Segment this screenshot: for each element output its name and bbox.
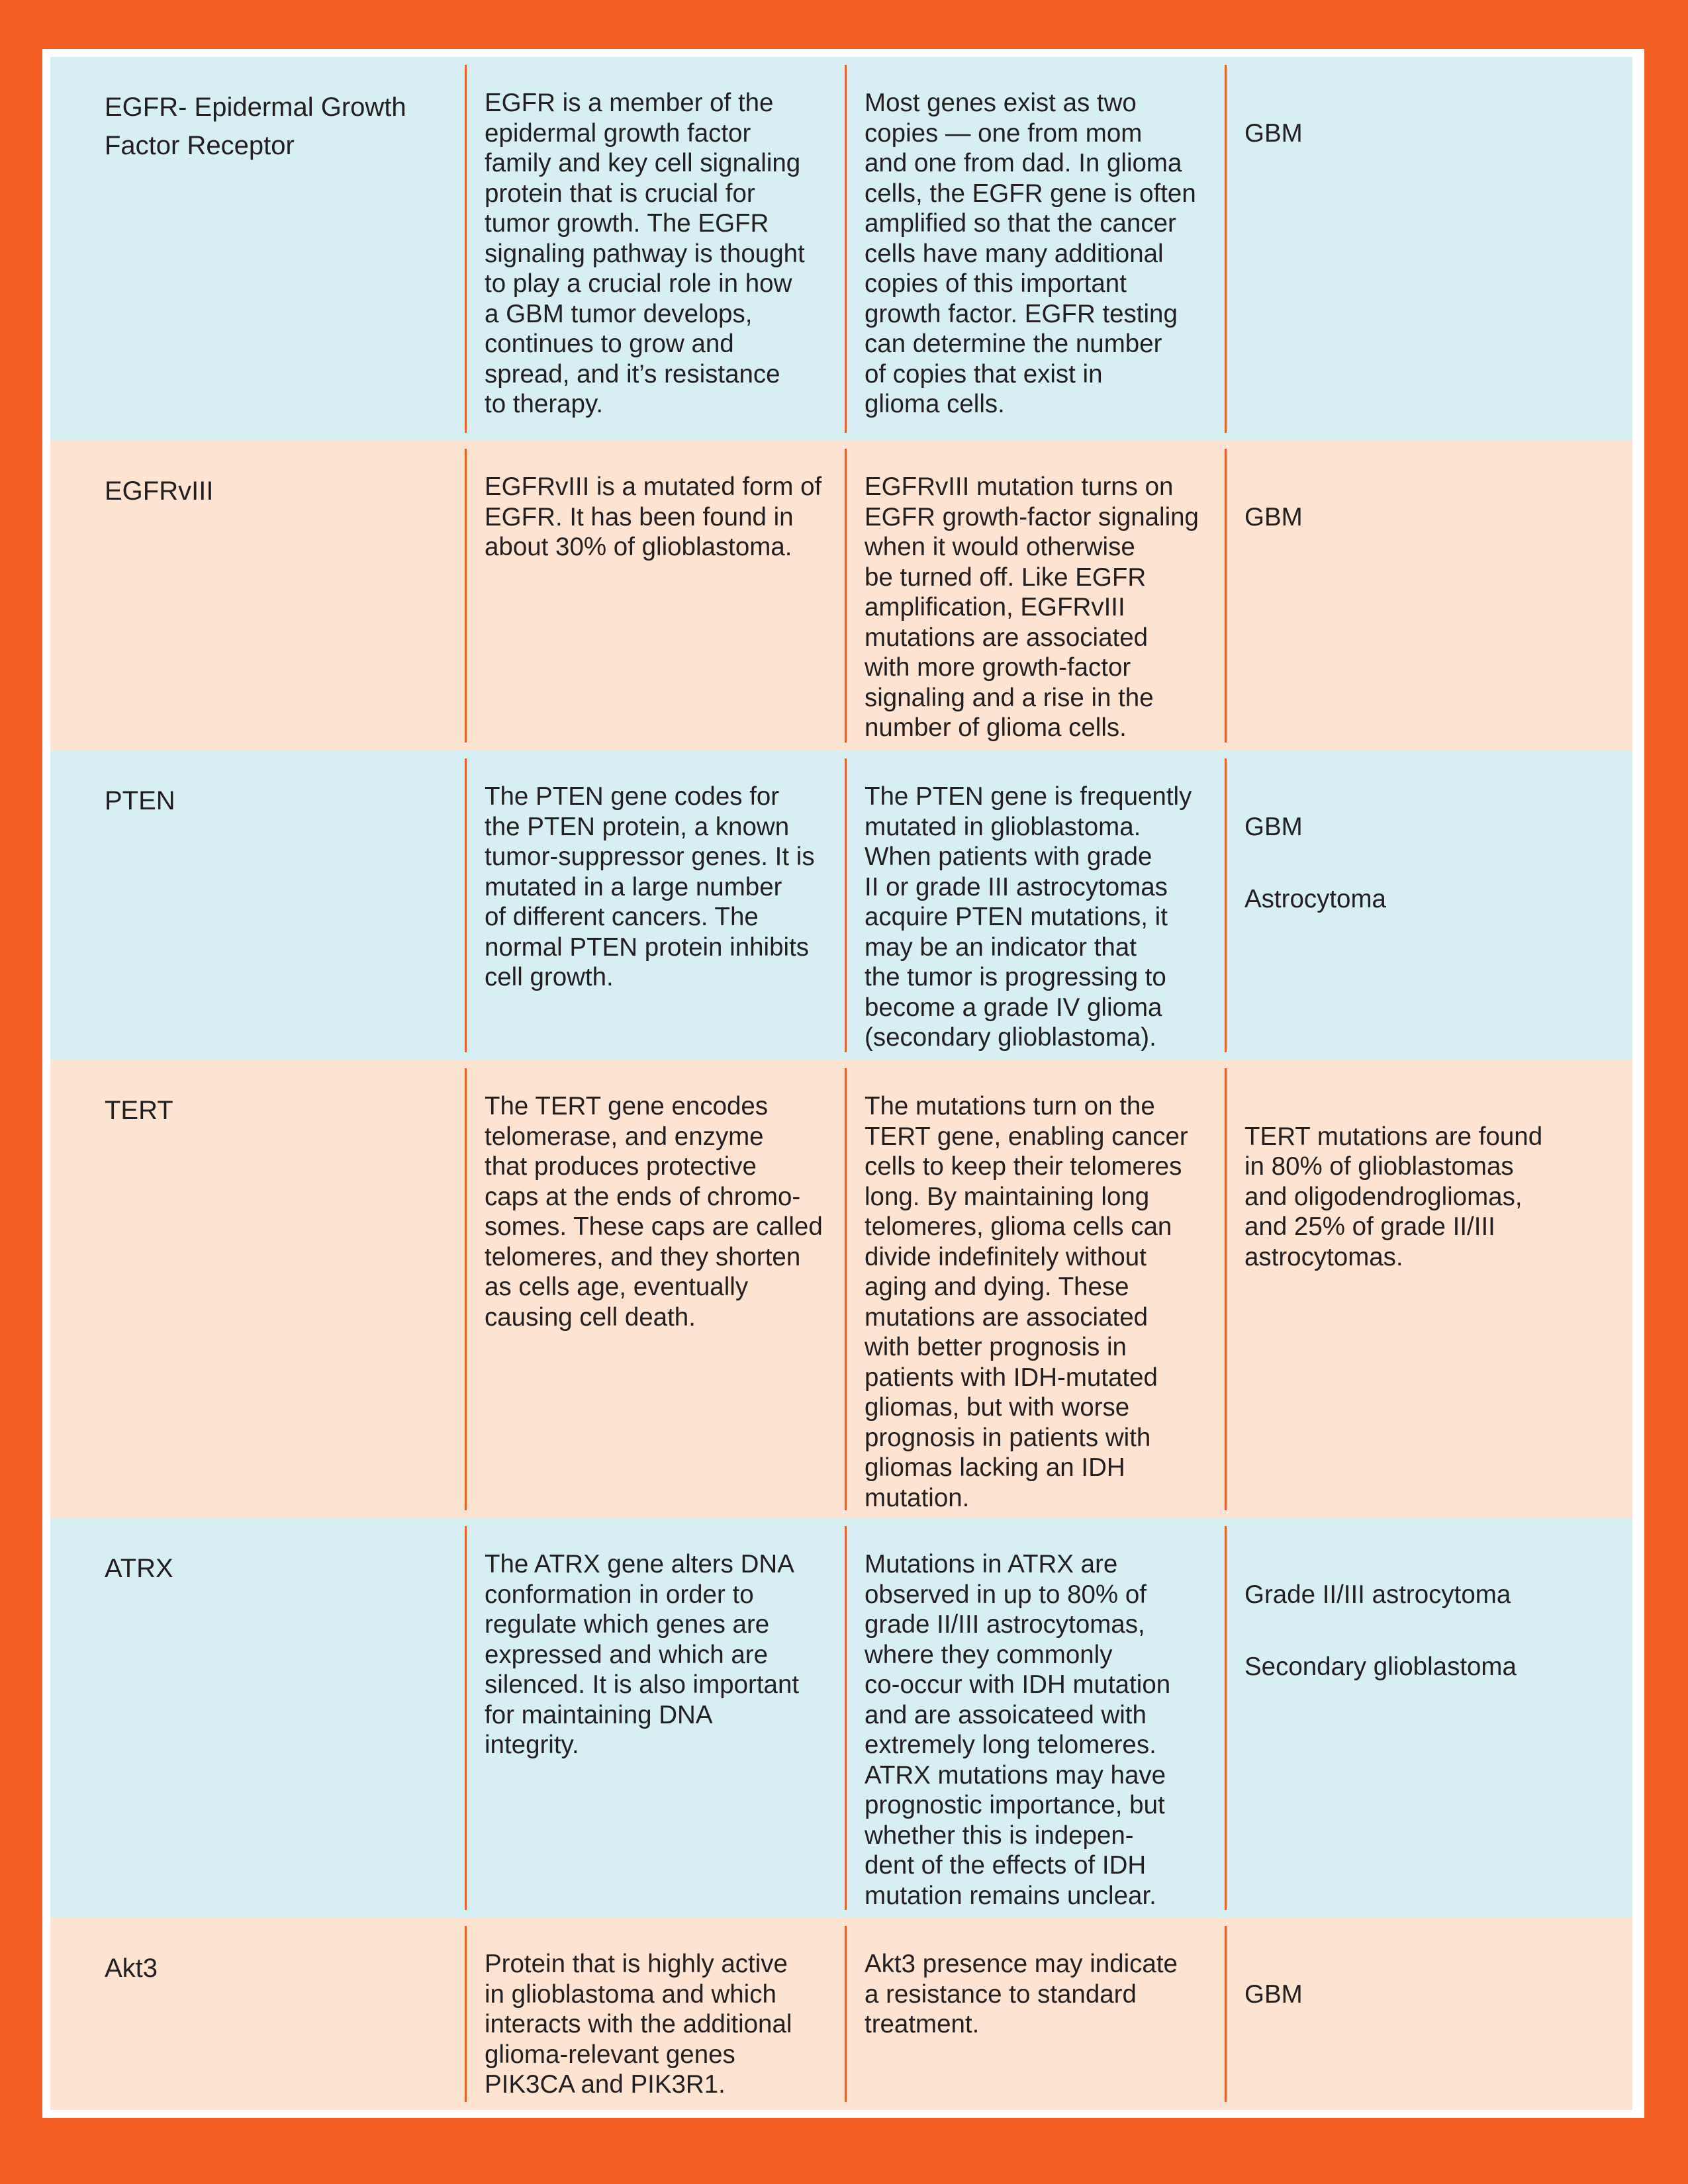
column-divider: [845, 449, 847, 743]
table-row: [50, 57, 1632, 441]
gene-name: Akt3: [105, 1954, 158, 1983]
tumor-type: Grade II/III astrocytoma: [1244, 1580, 1511, 1609]
column-divider: [465, 1068, 467, 1510]
gene-name: TERT: [105, 1096, 173, 1125]
column-divider: [1225, 1068, 1227, 1510]
tumor-type: GBM: [1244, 502, 1303, 531]
gene-name: EGFRvIII: [105, 477, 214, 506]
column-divider: [845, 758, 847, 1052]
tumor-type: GBM: [1244, 812, 1303, 841]
tumor-types: [1244, 88, 1589, 191]
table-row: [50, 751, 1632, 1060]
tumor-type: Astrocytoma: [1244, 884, 1386, 913]
column-divider: [845, 1926, 847, 2102]
gene-description: EGFR is a member of the epidermal growth factor family and key cell signaling protein that is crucial for tumor growth. The EGFR signaling pathway is thought to play a crucial role in how a GBM tumor develops, continues to grow and spread, and it’s resistance to therapy.: [485, 89, 805, 418]
gene-description: EGFRvIII is a mutated form of EGFR. It has been found in about 30% of glioblastoma.: [485, 473, 822, 561]
gene-description: The TERT gene encodes telomerase, and enzyme that produces protective caps at the ends of chromo- somes. These caps are called telomeres, and they shorten as cells age, eventually causing cell death.: [485, 1092, 823, 1332]
tumor-types: [1244, 1949, 1589, 2052]
column-divider: [845, 1068, 847, 1510]
gene-significance: The mutations turn on the TERT gene, enabling cancer cells to keep their telomeres long. By maintaining long telomeres, glioma cells can divide indefinitely without aging and dying. These mutations are associated with better prognosis in patients with IDH-mutated gliomas, but with worse prognosis in patients with gliomas lacking an IDH mutation.: [865, 1092, 1188, 1512]
gene-name: ATRX: [105, 1554, 173, 1583]
column-divider: [465, 1526, 467, 1910]
tumor-types: [1244, 782, 1589, 956]
column-divider: [845, 1526, 847, 1910]
gene-significance: Mutations in ATRX are observed in up to 80% of grade II/III astrocytomas, where they commonly co-occur with IDH mutation and are assoicateed with extremely long telomeres. ATRX mutations may have prognostic importance, but whether this is indepen- dent of the effects of IDH mutation remains unclear.: [865, 1550, 1171, 1910]
tumor-type: Secondary glioblastoma: [1244, 1652, 1517, 1681]
gene-significance: The PTEN gene is frequently mutated in glioblastoma. When patients with grade II or grade III astrocytomas acquire PTEN mutations, it may be an indicator that the tumor is progressing to become a grade IV glioma (secondary glioblastoma).: [865, 782, 1192, 1052]
column-divider: [1225, 1526, 1227, 1910]
gene-description: Protein that is highly active in glioblastoma and which interacts with the additional glioma-relevant genes PIK3CA and PIK3R1.: [485, 1950, 792, 2099]
table-row: [50, 1918, 1632, 2110]
page-frame: [42, 49, 1644, 2118]
column-divider: [1225, 449, 1227, 743]
gene-description: The PTEN gene codes for the PTEN protein, a known tumor-suppressor genes. It is mutated in a large number of different cancers. The normal PTEN protein inhibits cell growth.: [485, 782, 815, 991]
column-divider: [465, 65, 467, 433]
tumor-type: GBM: [1244, 118, 1303, 148]
column-divider: [465, 758, 467, 1052]
gene-table: [50, 57, 1632, 2110]
tumor-type: GBM: [1244, 1979, 1303, 2009]
tumor-types: [1244, 1091, 1589, 1314]
tumor-types: [1244, 1549, 1589, 1724]
column-divider: [1225, 758, 1227, 1052]
gene-significance: Most genes exist as two copies — one from mom and one from dad. In glioma cells, the EGFR gene is often amplified so that the cancer cells have many additional copies of this important growth factor. EGFR testing can determine the number of copies that exist in glioma cells.: [865, 89, 1196, 418]
column-divider: [1225, 65, 1227, 433]
table-row: [50, 1518, 1632, 1918]
table-row: [50, 441, 1632, 751]
gene-description: The ATRX gene alters DNA conformation in order to regulate which genes are expressed and which are silenced. It is also important for maintaining DNA integrity.: [485, 1550, 800, 1759]
gene-name: EGFR- Epidermal Growth Factor Receptor: [105, 93, 406, 160]
column-divider: [465, 1926, 467, 2102]
column-divider: [845, 65, 847, 433]
tumor-type: TERT mutations are found in 80% of glioblastomas and oligodendrogliomas, and 25% of grade II/III astrocytomas.: [1244, 1122, 1543, 1271]
column-divider: [1225, 1926, 1227, 2102]
column-divider: [465, 449, 467, 743]
gene-significance: Akt3 presence may indicate a resistance to standard treatment.: [865, 1950, 1178, 2038]
gene-significance: EGFRvIII mutation turns on EGFR growth-factor signaling when it would otherwise be turned off. Like EGFR amplification, EGFRvIII mutations are associated with more growth-factor signaling and a rise in the number of glioma cells.: [865, 473, 1199, 742]
tumor-types: [1244, 472, 1589, 574]
table-row: [50, 1060, 1632, 1518]
gene-name: PTEN: [105, 786, 175, 815]
